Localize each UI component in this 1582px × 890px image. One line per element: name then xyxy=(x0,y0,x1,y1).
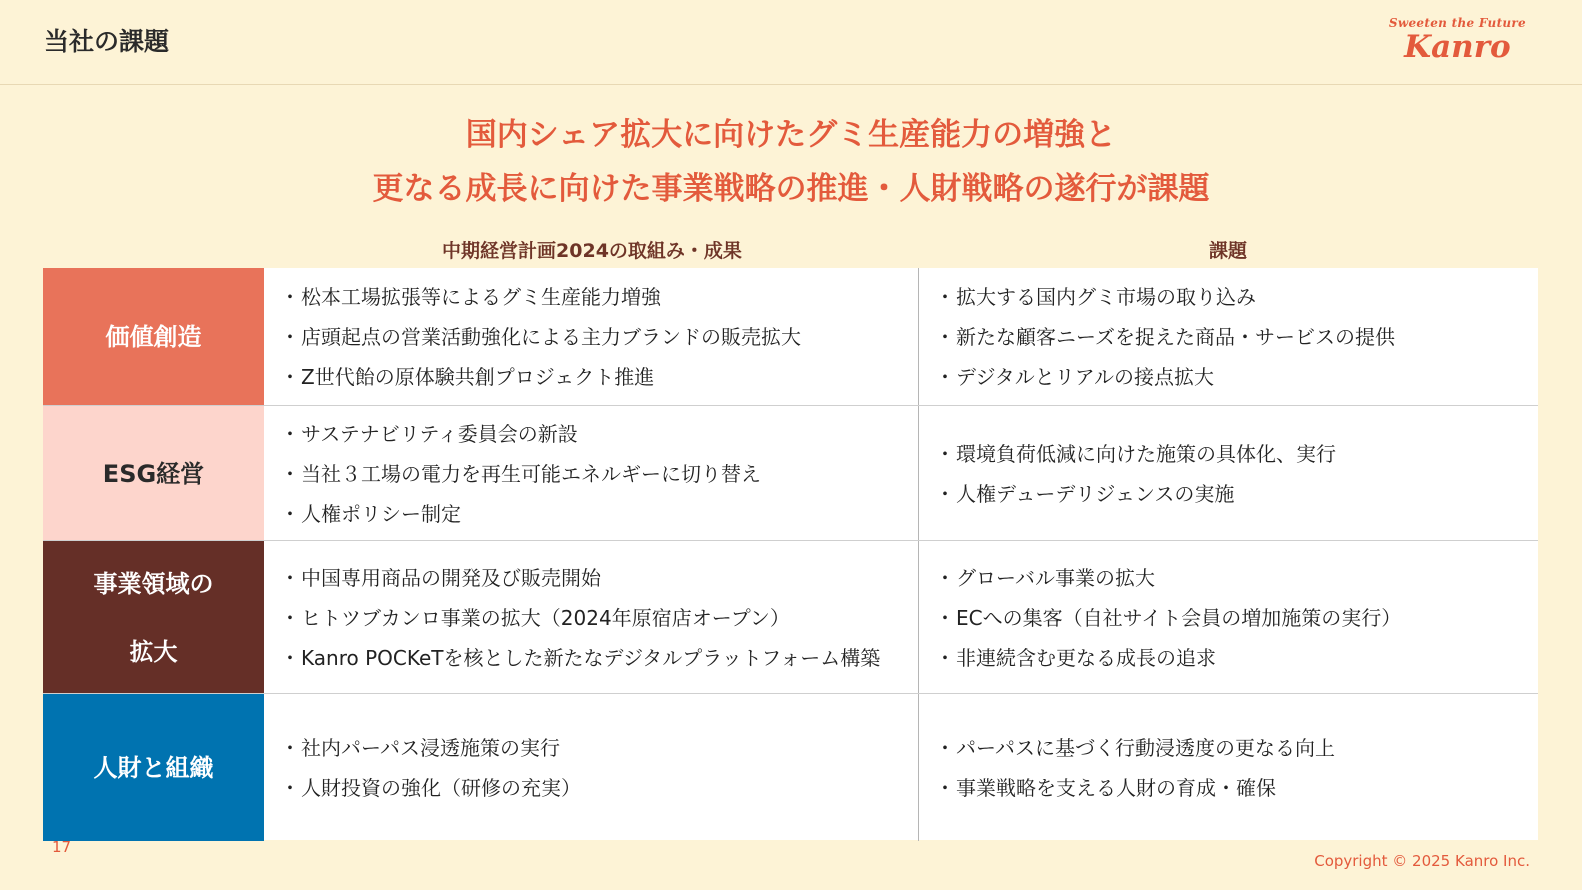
list-item: ・ 人権ポリシー制定 xyxy=(264,500,918,528)
initiatives-cell xyxy=(264,406,918,541)
column-header-initiatives: 中期経営計画2024の取組み・成果 xyxy=(442,240,742,262)
page-number: 17 xyxy=(52,838,72,856)
table-row-value-creation xyxy=(43,268,1538,405)
row-label-text: 拡大 xyxy=(129,637,178,666)
header-divider xyxy=(0,84,1582,85)
issues-cell xyxy=(919,694,1538,841)
list-item: ・ 中国専用商品の開発及び販売開始 xyxy=(264,564,918,592)
row-label-text: 事業領域の xyxy=(93,569,214,598)
list-item: ・ 店頭起点の営業活動強化による主力ブランドの販売拡大 xyxy=(264,323,918,351)
row-label-text: 価値創造 xyxy=(105,322,202,351)
list-item: ・ 拡大する国内グミ市場の取り込み xyxy=(919,283,1538,311)
list-item: ・ パーパスに基づく行動浸透度の更なる向上 xyxy=(919,734,1538,762)
list-item: ・ Z世代飴の原体験共創プロジェクト推進 xyxy=(264,363,918,391)
list-item: ・ 人権デューデリジェンスの実施 xyxy=(919,480,1538,508)
logo-tagline: Sweeten the Future xyxy=(1388,16,1526,30)
headline-line-1: 国内シェア拡大に向けたグミ生産能力の増強と xyxy=(465,117,1117,153)
kanro-logo xyxy=(1389,16,1526,63)
list-item: ・ ヒトツブカンロ事業の拡大（2024年原宿店オープン） xyxy=(264,604,918,632)
list-item: ・ 社内パーパス浸透施策の実行 xyxy=(264,734,918,762)
list-item: ・ Kanro POCKeTを核とした新たなデジタルプラットフォーム構築 xyxy=(264,644,918,672)
list-item: ・ 事業戦略を支える人財の育成・確保 xyxy=(919,774,1538,802)
list-item: ・ サステナビリティ委員会の新設 xyxy=(264,420,918,448)
initiatives-cell xyxy=(264,694,918,841)
list-item: ・ 非連続含む更なる成長の追求 xyxy=(919,644,1538,672)
table-row-business-expansion xyxy=(43,540,1538,694)
page-title: 当社の課題 xyxy=(44,27,170,56)
issues-cell xyxy=(919,541,1538,694)
list-item: ・ 新たな顧客ニーズを捉えた商品・サービスの提供 xyxy=(919,323,1538,351)
row-label xyxy=(43,694,264,841)
list-item: ・ 環境負荷低減に向けた施策の具体化、実行 xyxy=(919,440,1538,468)
column-header-issues: 課題 xyxy=(1208,240,1247,262)
headline-line-2: 更なる成長に向けた事業戦略の推進・人財戦略の遂行が課題 xyxy=(372,171,1210,207)
list-item: ・ グローバル事業の拡大 xyxy=(919,564,1538,592)
table-row-esg xyxy=(43,405,1538,541)
table-row-people-organization xyxy=(43,693,1538,841)
row-label-text: 人財と組織 xyxy=(93,753,214,782)
row-label-text: ESG経営 xyxy=(102,459,205,488)
list-item: ・ デジタルとリアルの接点拡大 xyxy=(919,363,1538,391)
logo-brand: Kanro xyxy=(1404,29,1511,65)
issues-cell xyxy=(919,268,1538,405)
copyright: Copyright © 2025 Kanro Inc. xyxy=(1314,852,1530,870)
headline xyxy=(0,108,1582,216)
list-item: ・ 松本工場拡張等によるグミ生産能力増強 xyxy=(264,283,918,311)
row-label xyxy=(43,406,264,541)
list-item: ・ 当社３工場の電力を再生可能エネルギーに切り替え xyxy=(264,460,918,488)
row-label xyxy=(43,268,264,405)
list-item: ・ 人財投資の強化（研修の充実） xyxy=(264,774,918,802)
initiatives-cell xyxy=(264,268,918,405)
issues-table xyxy=(43,268,1538,840)
issues-cell xyxy=(919,406,1538,541)
initiatives-cell xyxy=(264,541,918,694)
row-label xyxy=(43,541,264,694)
list-item: ・ ECへの集客（自社サイト会員の増加施策の実行） xyxy=(919,604,1538,632)
